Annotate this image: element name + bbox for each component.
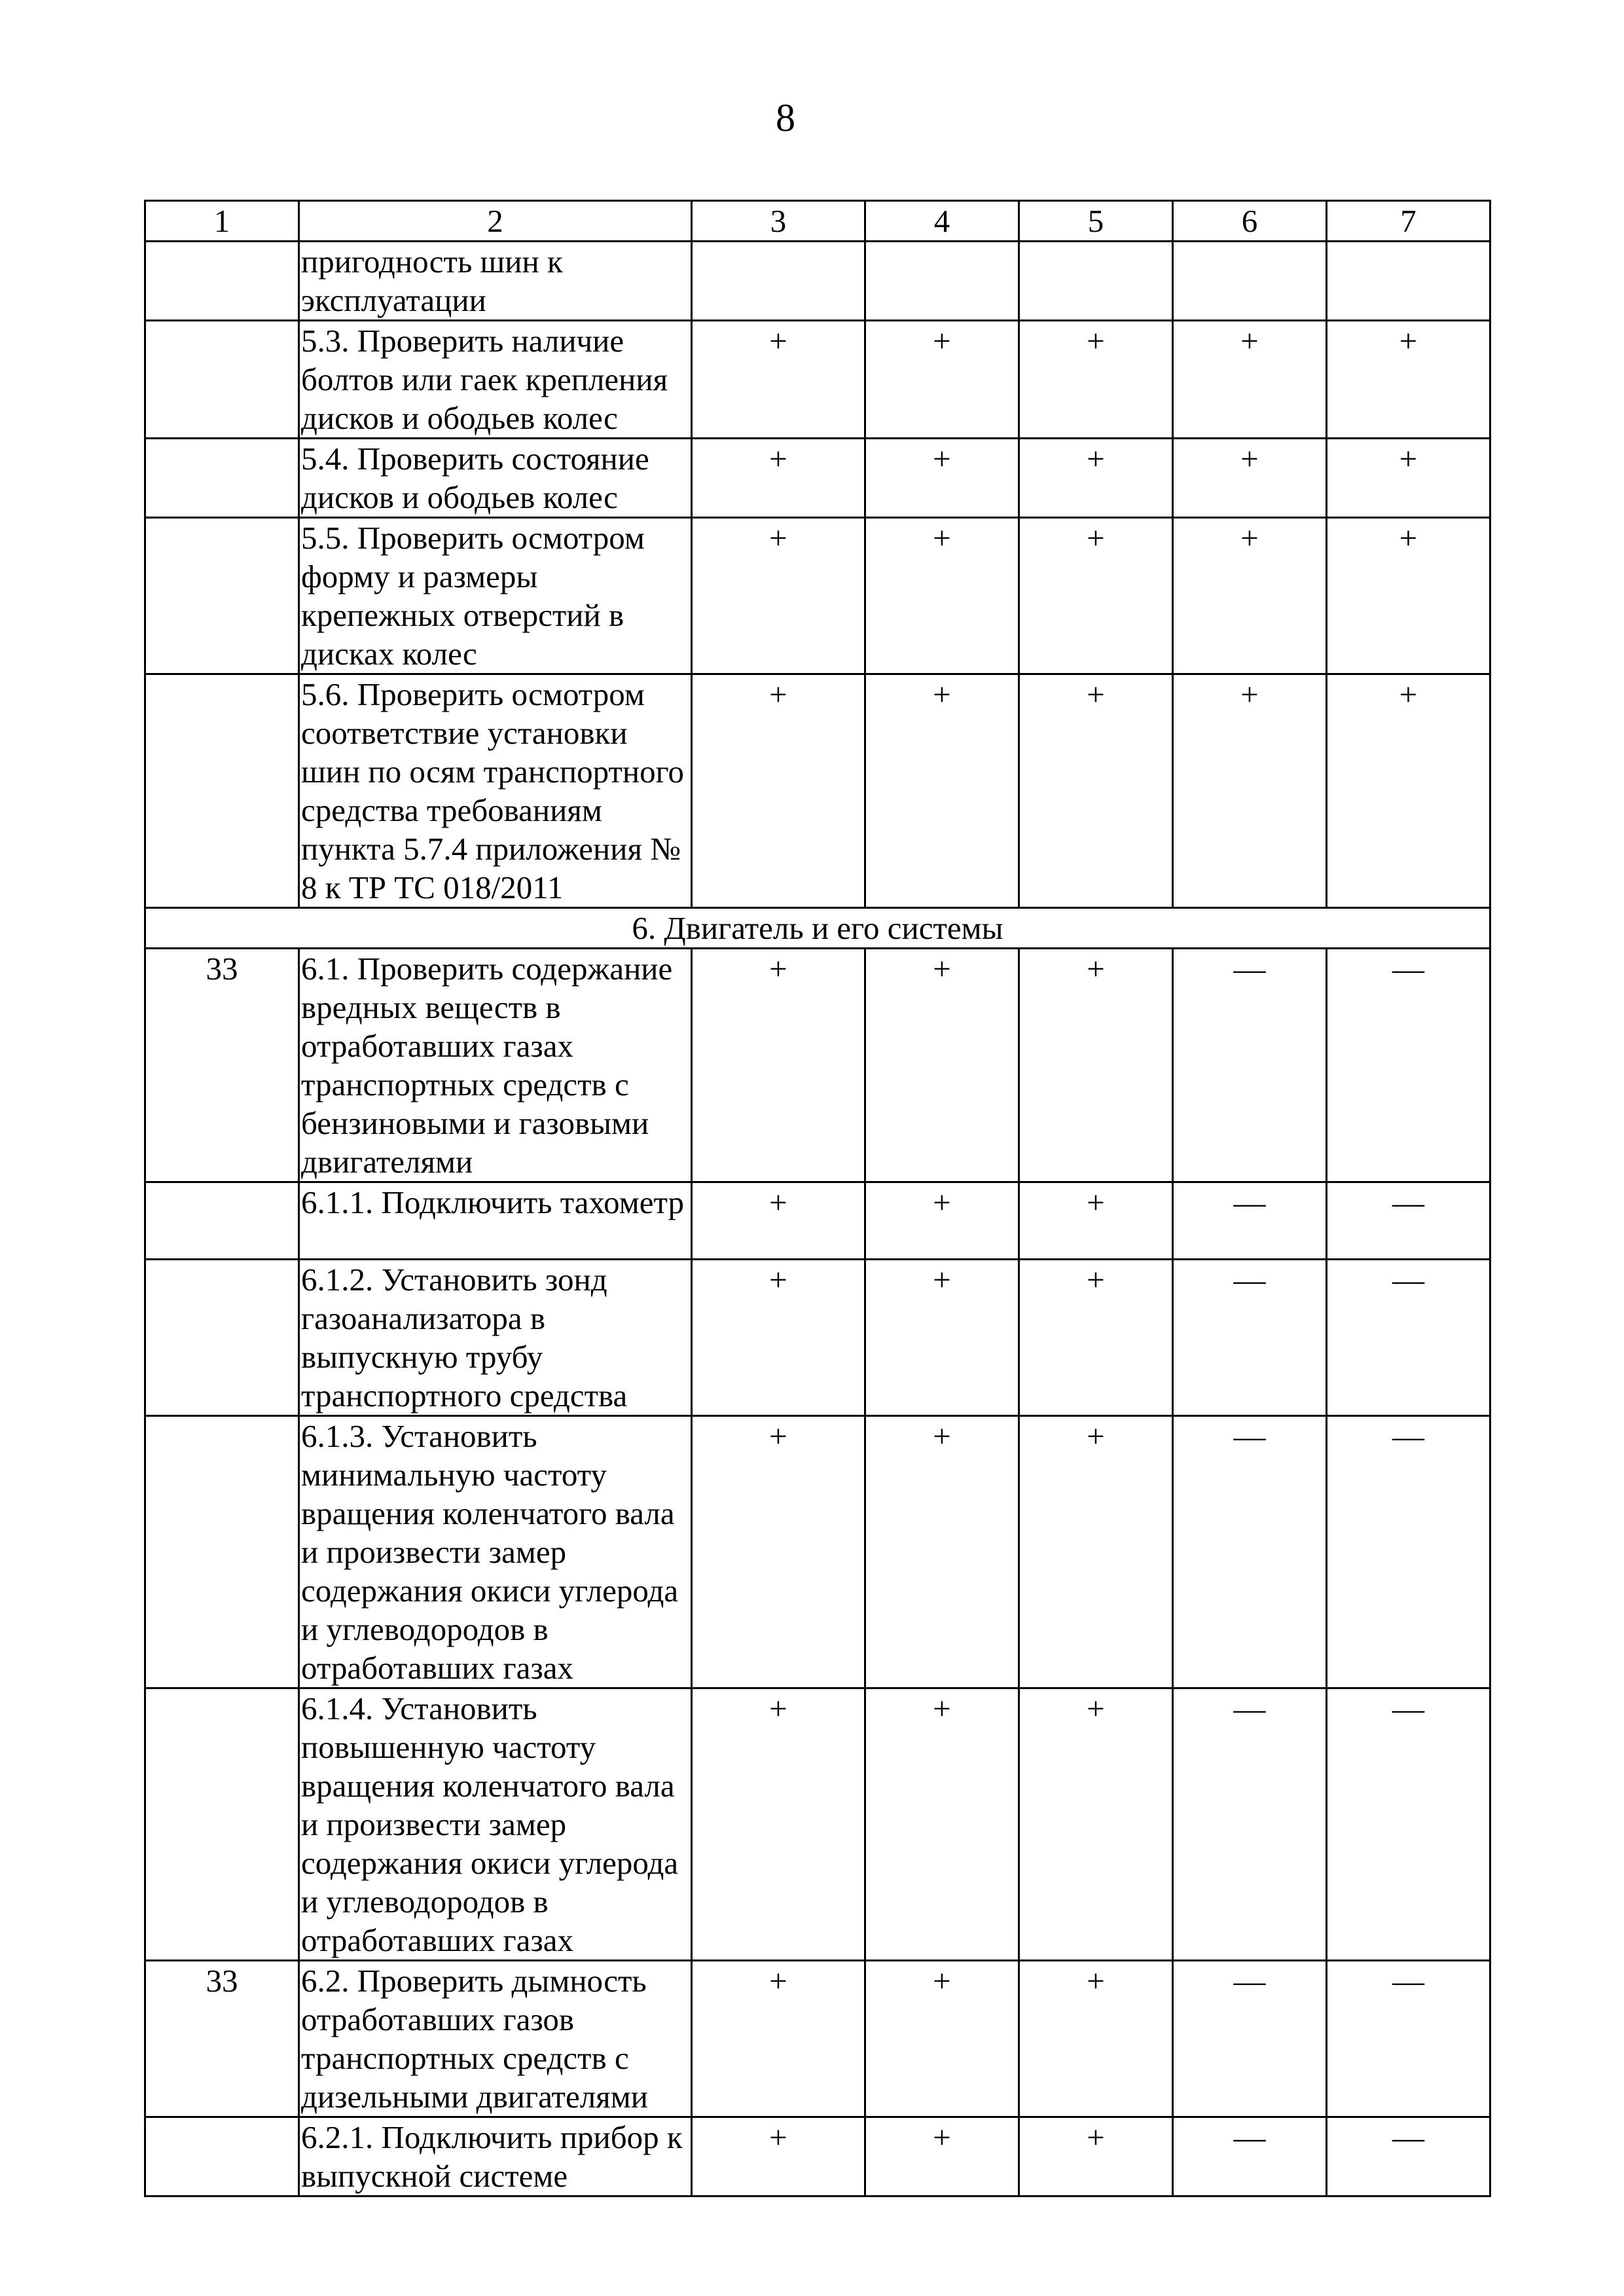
- requirement-text-cell: 5.5. Проверить осмотром форму и размеры крепежных отверстий в дисках колес: [299, 518, 692, 674]
- row-number-cell: [145, 321, 299, 439]
- row-number-cell: [145, 1260, 299, 1416]
- mark-cell: —: [1327, 1961, 1490, 2117]
- requirement-text-cell: 6.2.1. Подключить прибор к выпускной системе: [299, 2117, 692, 2196]
- mark-cell: —: [1327, 949, 1490, 1182]
- mark-cell: +: [1019, 321, 1173, 439]
- mark-cell: +: [1019, 1182, 1173, 1260]
- requirement-text-cell: 6.1. Проверить содержание вредных веществ в отработавших газах транспортных средств с бензиновыми и газовыми двигателями: [299, 949, 692, 1182]
- table-row: [145, 949, 1490, 1182]
- mark-cell: +: [865, 2117, 1019, 2196]
- row-number-cell: [145, 1688, 299, 1961]
- mark-cell: —: [1173, 1961, 1327, 2117]
- table-row: [145, 439, 1490, 518]
- mark-cell: +: [1019, 439, 1173, 518]
- header-cell: 4: [865, 201, 1019, 242]
- requirement-text-cell: 6.1.1. Подключить тахометр: [299, 1182, 692, 1260]
- requirement-text-cell: 5.4. Проверить состояние дисков и ободьев колес: [299, 439, 692, 518]
- mark-cell: +: [692, 674, 865, 908]
- table-row: [145, 674, 1490, 908]
- row-number-cell: 33: [145, 1961, 299, 2117]
- mark-cell: +: [1019, 2117, 1173, 2196]
- mark-cell: +: [865, 949, 1019, 1182]
- mark-cell: —: [1327, 2117, 1490, 2196]
- table-row: [145, 518, 1490, 674]
- requirement-text-cell: 5.6. Проверить осмотром соответствие установки шин по осям транспортного средства требованиям пункта 5.7.4 приложения № 8 к ТР ТС 018/2011: [299, 674, 692, 908]
- mark-cell: +: [1019, 1961, 1173, 2117]
- mark-cell: +: [692, 321, 865, 439]
- mark-cell: [1019, 242, 1173, 321]
- mark-cell: +: [1327, 674, 1490, 908]
- mark-cell: [865, 242, 1019, 321]
- mark-cell: —: [1327, 1182, 1490, 1260]
- requirement-text-cell: пригодность шин к эксплуатации: [299, 242, 692, 321]
- mark-cell: +: [1019, 518, 1173, 674]
- row-number-cell: [145, 1182, 299, 1260]
- mark-cell: —: [1173, 1416, 1327, 1688]
- mark-cell: +: [1019, 674, 1173, 908]
- requirement-text-cell: 6.1.4. Установить повышенную частоту вращения коленчатого вала и произвести замер содержания окиси углерода и углеводородов в отработавших газах: [299, 1688, 692, 1961]
- requirement-text-cell: 6.1.3. Установить минимальную частоту вращения коленчатого вала и произвести замер содержания окиси углерода и углеводородов в отработавших газах: [299, 1416, 692, 1688]
- mark-cell: —: [1173, 1688, 1327, 1961]
- mark-cell: +: [865, 439, 1019, 518]
- mark-cell: +: [1327, 518, 1490, 674]
- mark-cell: +: [692, 1260, 865, 1416]
- mark-cell: +: [1019, 1688, 1173, 1961]
- mark-cell: +: [692, 439, 865, 518]
- section-row: [145, 908, 1490, 949]
- mark-cell: —: [1327, 1688, 1490, 1961]
- mark-cell: +: [1173, 518, 1327, 674]
- mark-cell: +: [1173, 439, 1327, 518]
- mark-cell: +: [865, 1416, 1019, 1688]
- mark-cell: —: [1327, 1416, 1490, 1688]
- mark-cell: +: [1173, 321, 1327, 439]
- header-cell: 1: [145, 201, 299, 242]
- requirement-text-cell: 5.3. Проверить наличие болтов или гаек крепления дисков и ободьев колес: [299, 321, 692, 439]
- row-number-cell: [145, 674, 299, 908]
- section-title: 6. Двигатель и его системы: [145, 908, 1490, 949]
- mark-cell: +: [692, 1416, 865, 1688]
- mark-cell: +: [692, 518, 865, 674]
- mark-cell: +: [692, 949, 865, 1182]
- inspection-table: [144, 200, 1491, 2197]
- header-cell: 5: [1019, 201, 1173, 242]
- mark-cell: +: [1173, 674, 1327, 908]
- requirement-text-cell: 6.2. Проверить дымность отработавших газов транспортных средств с дизельными двигателями: [299, 1961, 692, 2117]
- table-row: [145, 242, 1490, 321]
- row-number-cell: [145, 518, 299, 674]
- table-header-row: [145, 201, 1490, 242]
- mark-cell: +: [865, 674, 1019, 908]
- table-row: [145, 1688, 1490, 1961]
- row-number-cell: [145, 242, 299, 321]
- mark-cell: +: [865, 1961, 1019, 2117]
- mark-cell: +: [1019, 1416, 1173, 1688]
- mark-cell: —: [1173, 949, 1327, 1182]
- mark-cell: +: [865, 518, 1019, 674]
- table-row: [145, 321, 1490, 439]
- mark-cell: —: [1173, 1182, 1327, 1260]
- mark-cell: +: [1019, 949, 1173, 1182]
- header-cell: 2: [299, 201, 692, 242]
- mark-cell: —: [1173, 2117, 1327, 2196]
- mark-cell: +: [692, 2117, 865, 2196]
- mark-cell: +: [1327, 439, 1490, 518]
- mark-cell: +: [1327, 321, 1490, 439]
- row-number-cell: [145, 2117, 299, 2196]
- table-row: [145, 1182, 1490, 1260]
- header-cell: 7: [1327, 201, 1490, 242]
- mark-cell: +: [692, 1688, 865, 1961]
- mark-cell: [692, 242, 865, 321]
- table-row: [145, 1961, 1490, 2117]
- requirement-text-cell: 6.1.2. Установить зонд газоанализатора в выпускную трубу транспортного средства: [299, 1260, 692, 1416]
- row-number-cell: [145, 1416, 299, 1688]
- mark-cell: —: [1327, 1260, 1490, 1416]
- row-number-cell: 33: [145, 949, 299, 1182]
- table-row: [145, 1260, 1490, 1416]
- header-cell: 6: [1173, 201, 1327, 242]
- table-row: [145, 2117, 1490, 2196]
- table-row: [145, 1416, 1490, 1688]
- mark-cell: +: [865, 1260, 1019, 1416]
- mark-cell: —: [1173, 1260, 1327, 1416]
- header-cell: 3: [692, 201, 865, 242]
- mark-cell: +: [692, 1961, 865, 2117]
- mark-cell: +: [865, 321, 1019, 439]
- row-number-cell: [145, 439, 299, 518]
- page-number: 8: [776, 96, 795, 139]
- mark-cell: +: [865, 1688, 1019, 1961]
- mark-cell: +: [1019, 1260, 1173, 1416]
- mark-cell: +: [692, 1182, 865, 1260]
- mark-cell: +: [865, 1182, 1019, 1260]
- mark-cell: [1327, 242, 1490, 321]
- mark-cell: [1173, 242, 1327, 321]
